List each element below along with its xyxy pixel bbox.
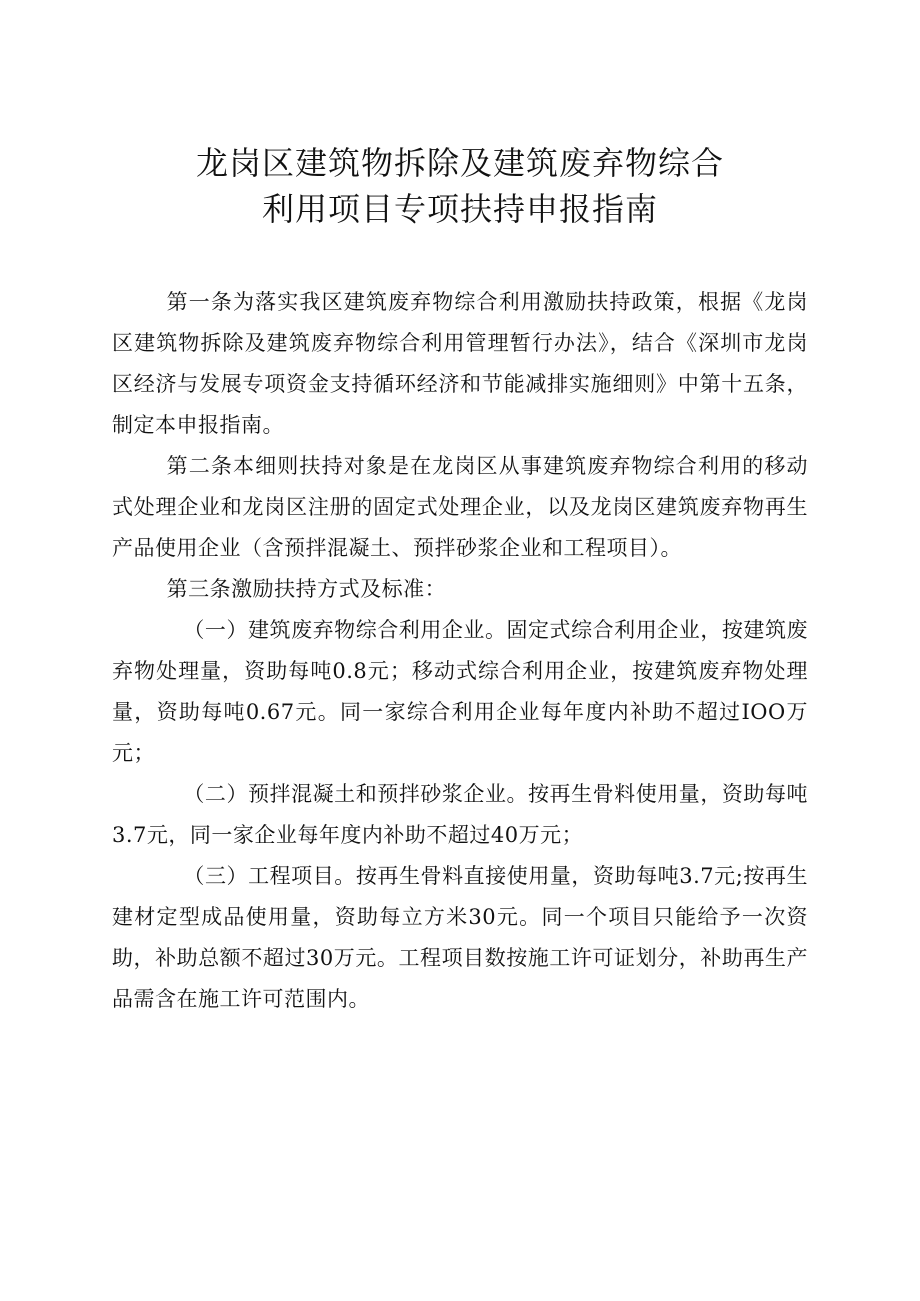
article-3-item-3: （三）工程项目。按再生骨料直接使用量，资助每吨3.7元;按再生建材定型成品使用量，资助每立方米30元。同一个项目只能给予一次资助，补助总额不超过30万元。工程项目数按施工许可证划分，补助再生产品需含在施工许可范围内。 — [112, 864, 808, 1011]
title-line-2: 利用项目专项扶持申报指南 — [261, 190, 658, 228]
document-title — [112, 140, 808, 232]
article-3-item-1: （一）建筑废弃物综合利用企业。固定式综合利用企业，按建筑废弃物处理量，资助每吨0.8元；移动式综合利用企业，按建筑废弃物处理量，资助每吨0.67元。同一家综合利用企业每年度内补助不超过IOO万元； — [112, 618, 808, 765]
article-3-item-2: （二）预拌混凝土和预拌砂浆企业。按再生骨料使用量，资助每吨3.7元，同一家企业每年度内补助不超过40万元； — [112, 782, 808, 847]
article-2-paragraph: 第二条本细则扶持对象是在龙岗区从事建筑废弃物综合利用的移动式处理企业和龙岗区注册的固定式处理企业，以及龙岗区建筑废弃物再生产品使用企业（含预拌混凝土、预拌砂浆企业和工程项目）。 — [112, 454, 808, 560]
article-1-paragraph: 第一条为落实我区建筑废弃物综合利用激励扶持政策，根据《龙岗区建筑物拆除及建筑废弃物综合利用管理暂行办法》，结合《深圳市龙岗区经济与发展专项资金支持循环经济和节能减排实施细则》中第十五条，制定本申报指南。 — [112, 290, 808, 437]
title-line-1: 龙岗区建筑物拆除及建筑废弃物综合 — [195, 144, 724, 182]
article-3-heading: 第三条激励扶持方式及标准： — [166, 577, 447, 601]
